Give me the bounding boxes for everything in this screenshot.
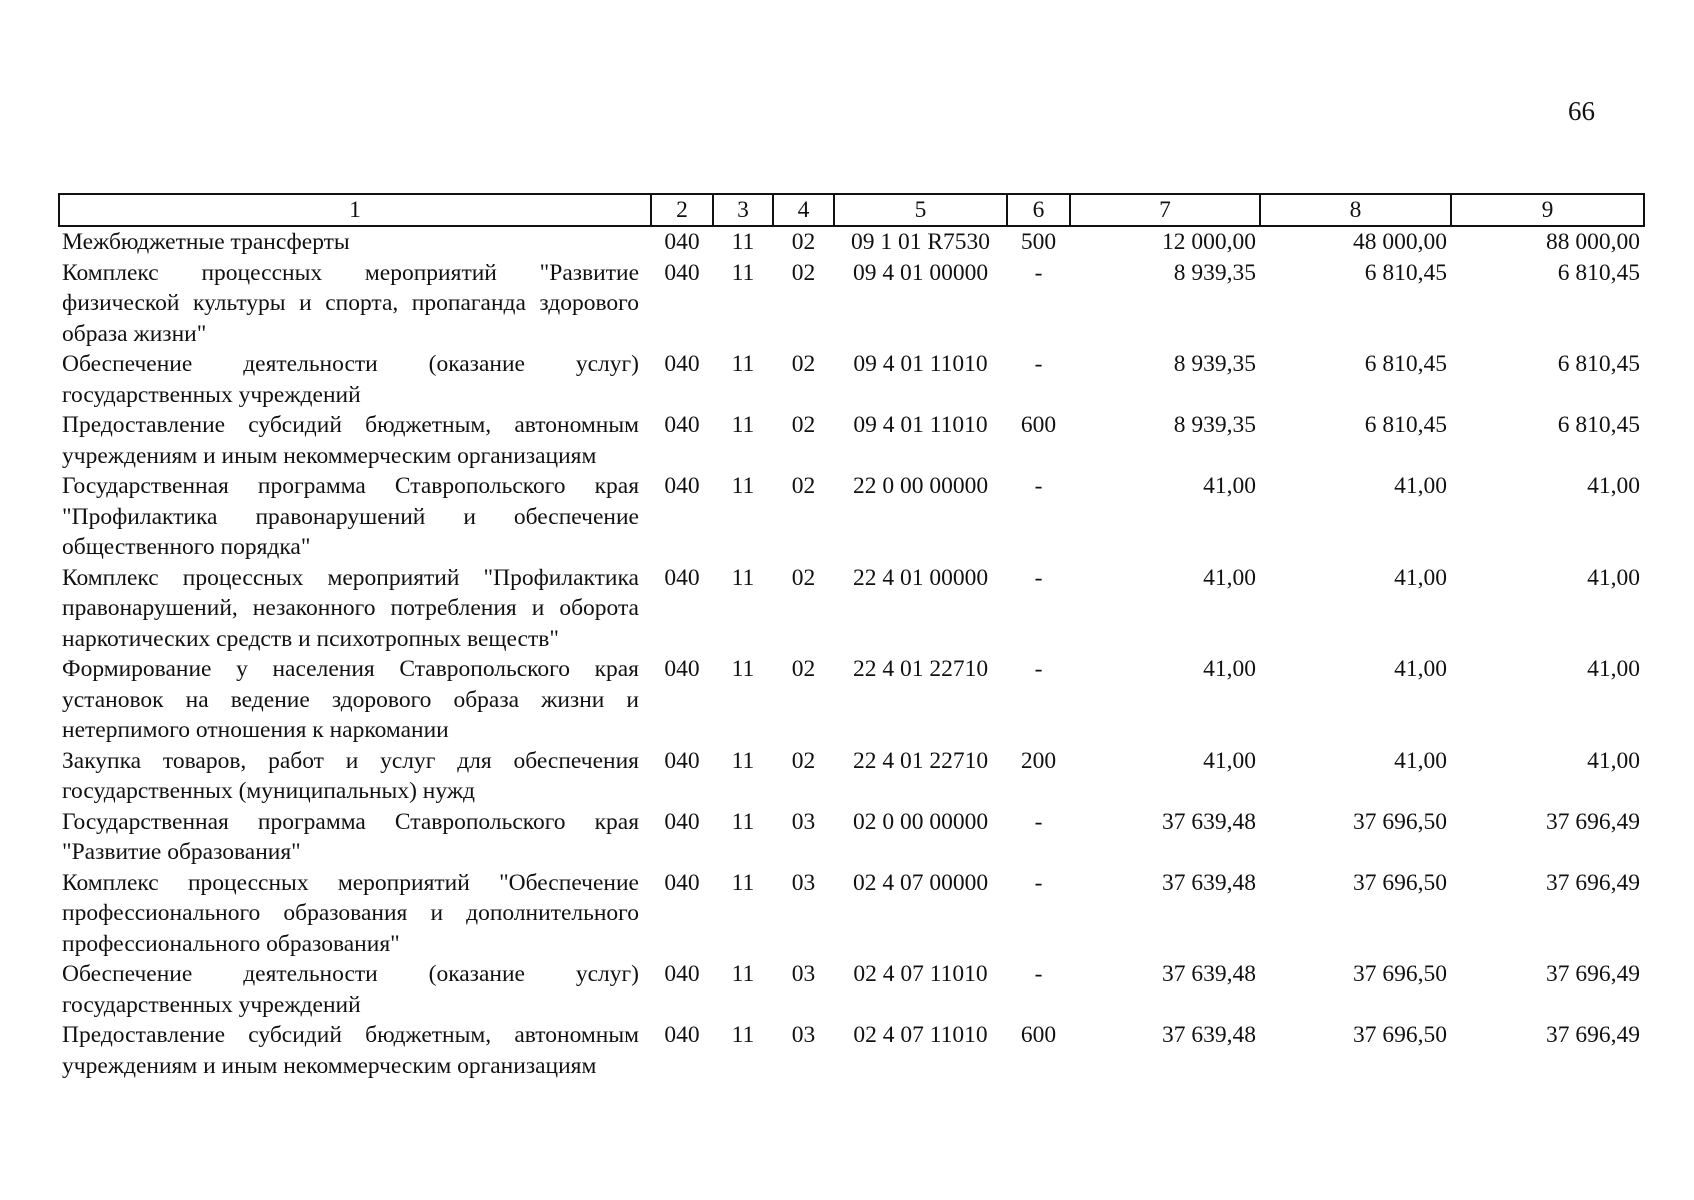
table-row xyxy=(59,349,1644,410)
table-row xyxy=(59,746,1644,807)
row-amount-8: 6 810,45 xyxy=(1364,412,1447,438)
row-amount-8: 37 696,50 xyxy=(1353,869,1447,896)
row-code-4: 02 xyxy=(791,351,816,377)
row-code-3: 11 xyxy=(731,351,755,377)
row-amount-9: 41,00 xyxy=(1587,656,1640,682)
row-code-6: 500 xyxy=(1020,229,1057,255)
row-code-4: 02 xyxy=(791,473,816,499)
row-name: Государственная программа Ставропольского края "Развитие образования" xyxy=(62,808,639,865)
row-code-2: 040 xyxy=(664,564,700,591)
table-row xyxy=(59,226,1644,258)
row-name: Формирование у населения Ставропольского края установок на ведение здорового образа жизни и нетерпимого отношения к наркомании xyxy=(62,656,639,743)
row-name: Обеспечение деятельности (оказание услуг) государственных учреждений xyxy=(62,961,639,1018)
row-code-6: - xyxy=(1034,351,1043,377)
row-code-5: 02 4 07 11010 xyxy=(853,961,988,987)
row-code-5: 22 4 01 00000 xyxy=(852,564,989,591)
row-amount-7: 37 639,48 xyxy=(1162,869,1256,896)
row-code-4: 03 xyxy=(791,961,816,987)
row-amount-8: 6 810,45 xyxy=(1364,351,1447,377)
row-amount-7: 12 000,00 xyxy=(1162,229,1256,255)
row-code-4: 02 xyxy=(791,412,816,438)
row-code-6: - xyxy=(1034,869,1043,896)
row-name: Комплекс процессных мероприятий "Профилактика правонарушений, незаконного потребления и оборота наркотических средств и психотропных веществ" xyxy=(62,564,639,652)
row-code-6: 200 xyxy=(1020,747,1057,774)
row-amount-8: 41,00 xyxy=(1394,747,1447,774)
row-code-2: 040 xyxy=(664,259,700,286)
column-header-1: 1 xyxy=(59,194,651,226)
row-amount-7: 8 939,35 xyxy=(1173,412,1256,438)
table-row xyxy=(59,471,1644,563)
row-code-2: 040 xyxy=(664,656,700,682)
column-header-5: 5 xyxy=(834,194,1007,226)
row-name: Комплекс процессных мероприятий "Развитие физической культуры и спорта, пропаганда здорового образа жизни" xyxy=(62,259,639,347)
row-code-4: 03 xyxy=(791,808,816,835)
row-code-3: 11 xyxy=(731,473,755,499)
table-body xyxy=(59,226,1644,1081)
row-code-2: 040 xyxy=(664,869,700,896)
row-code-3: 11 xyxy=(731,259,755,286)
row-code-2: 040 xyxy=(664,961,700,987)
row-amount-9: 37 696,49 xyxy=(1546,808,1640,835)
row-code-5: 02 4 07 11010 xyxy=(853,1022,988,1048)
row-code-2: 040 xyxy=(664,808,700,835)
row-code-2: 040 xyxy=(664,747,700,774)
row-code-4: 02 xyxy=(791,564,816,591)
row-amount-7: 8 939,35 xyxy=(1173,351,1256,377)
table-row xyxy=(59,1020,1644,1081)
row-code-4: 02 xyxy=(791,747,816,774)
row-code-6: - xyxy=(1034,656,1043,682)
row-amount-9: 6 810,45 xyxy=(1557,259,1640,286)
row-name: Обеспечение деятельности (оказание услуг) государственных учреждений xyxy=(62,351,639,408)
row-code-4: 03 xyxy=(791,869,816,896)
row-amount-9: 41,00 xyxy=(1587,473,1640,499)
row-code-3: 11 xyxy=(731,808,755,835)
row-code-6: 600 xyxy=(1020,1022,1057,1048)
row-name: Закупка товаров, работ и услуг для обеспечения государственных (муниципальных) нужд xyxy=(62,747,639,804)
row-code-3: 11 xyxy=(731,1022,755,1048)
row-code-6: - xyxy=(1034,473,1043,499)
row-code-4: 02 xyxy=(791,656,816,682)
row-code-6: 600 xyxy=(1020,412,1057,438)
row-code-5: 22 0 00 00000 xyxy=(852,473,989,499)
row-code-6: - xyxy=(1034,259,1043,286)
table-row xyxy=(59,868,1644,960)
row-code-4: 02 xyxy=(791,259,816,286)
row-name: Государственная программа Ставропольского края "Профилактика правонарушений и обеспечение общественного порядка" xyxy=(62,473,639,560)
row-code-5: 09 1 01 R7530 xyxy=(850,229,991,255)
row-code-6: - xyxy=(1034,564,1043,591)
row-amount-9: 37 696,49 xyxy=(1546,869,1640,896)
row-code-3: 11 xyxy=(731,229,755,255)
row-name: Предоставление субсидий бюджетным, автономным учреждениям и иным некоммерческим организациям xyxy=(62,412,639,469)
row-code-5: 09 4 01 00000 xyxy=(852,259,989,286)
row-code-6: - xyxy=(1034,808,1043,835)
row-code-5: 22 4 01 22710 xyxy=(852,747,989,774)
row-amount-7: 8 939,35 xyxy=(1173,259,1256,286)
row-amount-9: 88 000,00 xyxy=(1546,229,1640,255)
column-header-3: 3 xyxy=(713,194,773,226)
column-header-9: 9 xyxy=(1451,194,1644,226)
row-code-5: 22 4 01 22710 xyxy=(852,656,989,682)
column-header-4: 4 xyxy=(773,194,834,226)
column-header-6: 6 xyxy=(1007,194,1070,226)
column-header-7: 7 xyxy=(1070,194,1260,226)
header-row xyxy=(59,194,1644,226)
row-code-3: 11 xyxy=(731,747,755,774)
row-code-4: 03 xyxy=(791,1022,816,1048)
table-row xyxy=(59,959,1644,1020)
row-amount-7: 37 639,48 xyxy=(1162,808,1256,835)
row-amount-7: 41,00 xyxy=(1203,747,1256,774)
row-amount-7: 41,00 xyxy=(1203,473,1256,499)
column-header-8: 8 xyxy=(1260,194,1451,226)
row-amount-9: 6 810,45 xyxy=(1557,412,1640,438)
row-code-3: 11 xyxy=(731,869,755,896)
row-code-3: 11 xyxy=(731,961,755,987)
table-row xyxy=(59,654,1644,746)
row-amount-8: 41,00 xyxy=(1394,656,1447,682)
row-amount-8: 37 696,50 xyxy=(1353,961,1447,987)
row-amount-9: 37 696,49 xyxy=(1546,961,1640,987)
row-code-2: 040 xyxy=(664,229,700,255)
row-code-6: - xyxy=(1034,961,1043,987)
row-amount-8: 37 696,50 xyxy=(1353,1022,1447,1048)
row-code-5: 09 4 01 11010 xyxy=(853,412,988,438)
row-name: Предоставление субсидий бюджетным, автономным учреждениям и иным некоммерческим организациям xyxy=(62,1022,639,1079)
row-name: Межбюджетные трансферты xyxy=(62,229,350,255)
row-amount-9: 6 810,45 xyxy=(1557,351,1640,377)
row-code-2: 040 xyxy=(664,473,700,499)
row-code-5: 02 4 07 00000 xyxy=(852,869,989,896)
column-header-2: 2 xyxy=(651,194,713,226)
row-code-3: 11 xyxy=(731,656,755,682)
row-amount-8: 41,00 xyxy=(1394,473,1447,499)
row-code-5: 02 0 00 00000 xyxy=(852,808,989,835)
row-amount-9: 37 696,49 xyxy=(1546,1022,1640,1048)
table-row xyxy=(59,563,1644,655)
row-code-3: 11 xyxy=(731,564,755,591)
row-amount-9: 41,00 xyxy=(1587,564,1640,591)
row-amount-8: 41,00 xyxy=(1394,564,1447,591)
row-amount-7: 41,00 xyxy=(1203,564,1256,591)
table-row xyxy=(59,410,1644,471)
table-row xyxy=(59,807,1644,868)
row-code-2: 040 xyxy=(664,351,700,377)
row-amount-7: 37 639,48 xyxy=(1162,1022,1256,1048)
row-code-2: 040 xyxy=(664,1022,700,1048)
row-amount-8: 37 696,50 xyxy=(1353,808,1447,835)
budget-table xyxy=(58,193,1645,1081)
row-code-4: 02 xyxy=(791,229,816,255)
row-amount-8: 6 810,45 xyxy=(1364,259,1447,286)
row-name: Комплекс процессных мероприятий "Обеспечение профессионального образования и дополнительного профессионального образования" xyxy=(62,869,639,957)
row-amount-9: 41,00 xyxy=(1587,747,1640,774)
row-code-5: 09 4 01 11010 xyxy=(853,351,988,377)
row-code-2: 040 xyxy=(664,412,700,438)
row-amount-8: 48 000,00 xyxy=(1353,229,1447,255)
row-amount-7: 41,00 xyxy=(1203,656,1256,682)
row-code-3: 11 xyxy=(731,412,755,438)
table-row xyxy=(59,258,1644,350)
page-number: 66 xyxy=(1568,96,1595,126)
row-amount-7: 37 639,48 xyxy=(1162,961,1256,987)
